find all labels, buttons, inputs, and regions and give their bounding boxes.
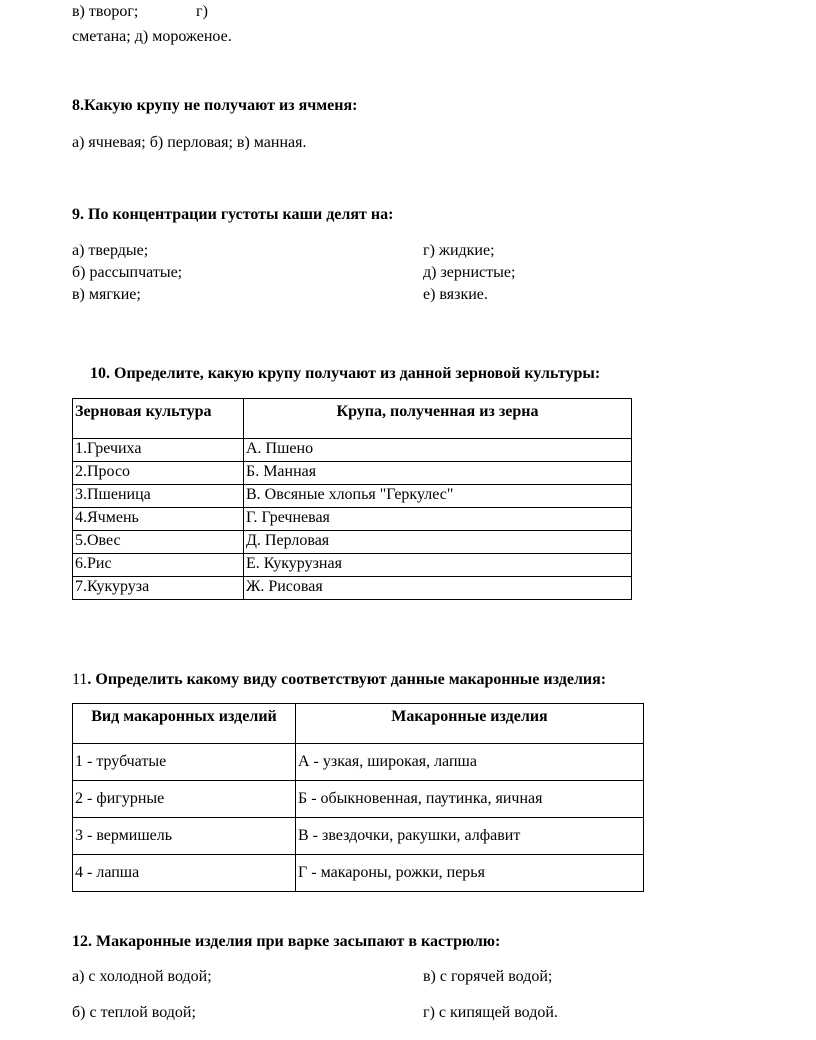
q12-title: 12. Макаронные изделия при варке засыпают в кастрюлю: <box>72 933 501 950</box>
table-cell: 3 - вермишель <box>73 818 296 855</box>
q10-table <box>72 398 632 600</box>
q12-option-a: а) с холодной водой; <box>72 968 212 985</box>
table-cell: Ж. Рисовая <box>244 577 632 600</box>
table-cell: В - звездочки, ракушки, алфавит <box>296 818 644 855</box>
table-cell: А. Пшено <box>244 439 632 462</box>
q9-option-d: г) жидкие; <box>423 242 495 259</box>
q9-option-f: е) вязкие. <box>423 286 488 303</box>
q9-title: 9. По концентрации густоты каши делят на: <box>72 206 394 223</box>
table-cell: Е. Кукурузная <box>244 554 632 577</box>
q8-title: 8.Какую крупу не получают из ячменя: <box>72 97 358 114</box>
table-row <box>73 508 632 531</box>
table-cell: В. Овсяные хлопья "Геркулес" <box>244 485 632 508</box>
table-cell: 7.Кукуруза <box>73 577 244 600</box>
q12-option-c: в) с горячей водой; <box>423 968 553 985</box>
table-row <box>73 485 632 508</box>
table-cell: 1.Гречиха <box>73 439 244 462</box>
q7-option-d-label: г) <box>196 3 208 20</box>
q9-option-c: в) мягкие; <box>72 286 141 303</box>
table-row <box>73 744 644 781</box>
table-cell: 5.Овес <box>73 531 244 554</box>
table-cell: 6.Рис <box>73 554 244 577</box>
table-cell: 3.Пшеница <box>73 485 244 508</box>
q7-options-line2: сметана; д) мороженое. <box>72 28 232 45</box>
table-cell: Г. Гречневая <box>244 508 632 531</box>
q9-option-b: б) рассыпчатые; <box>72 264 183 281</box>
table-row <box>73 462 632 485</box>
q11-title-text: . Определить какому виду соответствуют данные макаронные изделия: <box>87 671 607 688</box>
table-cell: Д. Перловая <box>244 531 632 554</box>
table-row <box>73 554 632 577</box>
q10-header-grain: Зерновая культура <box>73 399 244 439</box>
q7-option-c: в) творог; <box>72 3 139 20</box>
q11-header-type: Вид макаронных изделий <box>73 704 296 744</box>
table-cell: 1 - трубчатые <box>73 744 296 781</box>
q9-option-a: а) твердые; <box>72 242 149 259</box>
q9-option-e: д) зернистые; <box>423 264 516 281</box>
table-cell: Б - обыкновенная, паутинка, яичная <box>296 781 644 818</box>
table-row <box>73 439 632 462</box>
q11-header-products: Макаронные изделия <box>296 704 644 744</box>
q12-option-d: г) с кипящей водой. <box>423 1004 558 1021</box>
q12-option-b: б) с теплой водой; <box>72 1004 196 1021</box>
q10-header-groats: Крупа, полученная из зерна <box>244 399 632 439</box>
q11-title <box>72 670 606 690</box>
table-header-row <box>73 399 632 439</box>
table-cell: Б. Манная <box>244 462 632 485</box>
table-cell: А - узкая, широкая, лапша <box>296 744 644 781</box>
table-row <box>73 577 632 600</box>
table-cell: 4 - лапша <box>73 855 296 892</box>
q11-title-number: 11 <box>72 671 88 688</box>
table-cell: 2 - фигурные <box>73 781 296 818</box>
table-cell: 2.Просо <box>73 462 244 485</box>
table-cell: 4.Ячмень <box>73 508 244 531</box>
q10-title: 10. Определите, какую крупу получают из данной зерновой культуры: <box>90 365 601 382</box>
q8-options: а) ячневая; б) перловая; в) манная. <box>72 134 307 151</box>
table-row <box>73 818 644 855</box>
table-row <box>73 531 632 554</box>
table-row <box>73 781 644 818</box>
table-header-row <box>73 704 644 744</box>
table-cell: Г - макароны, рожки, перья <box>296 855 644 892</box>
table-row <box>73 855 644 892</box>
q11-table <box>72 703 644 892</box>
